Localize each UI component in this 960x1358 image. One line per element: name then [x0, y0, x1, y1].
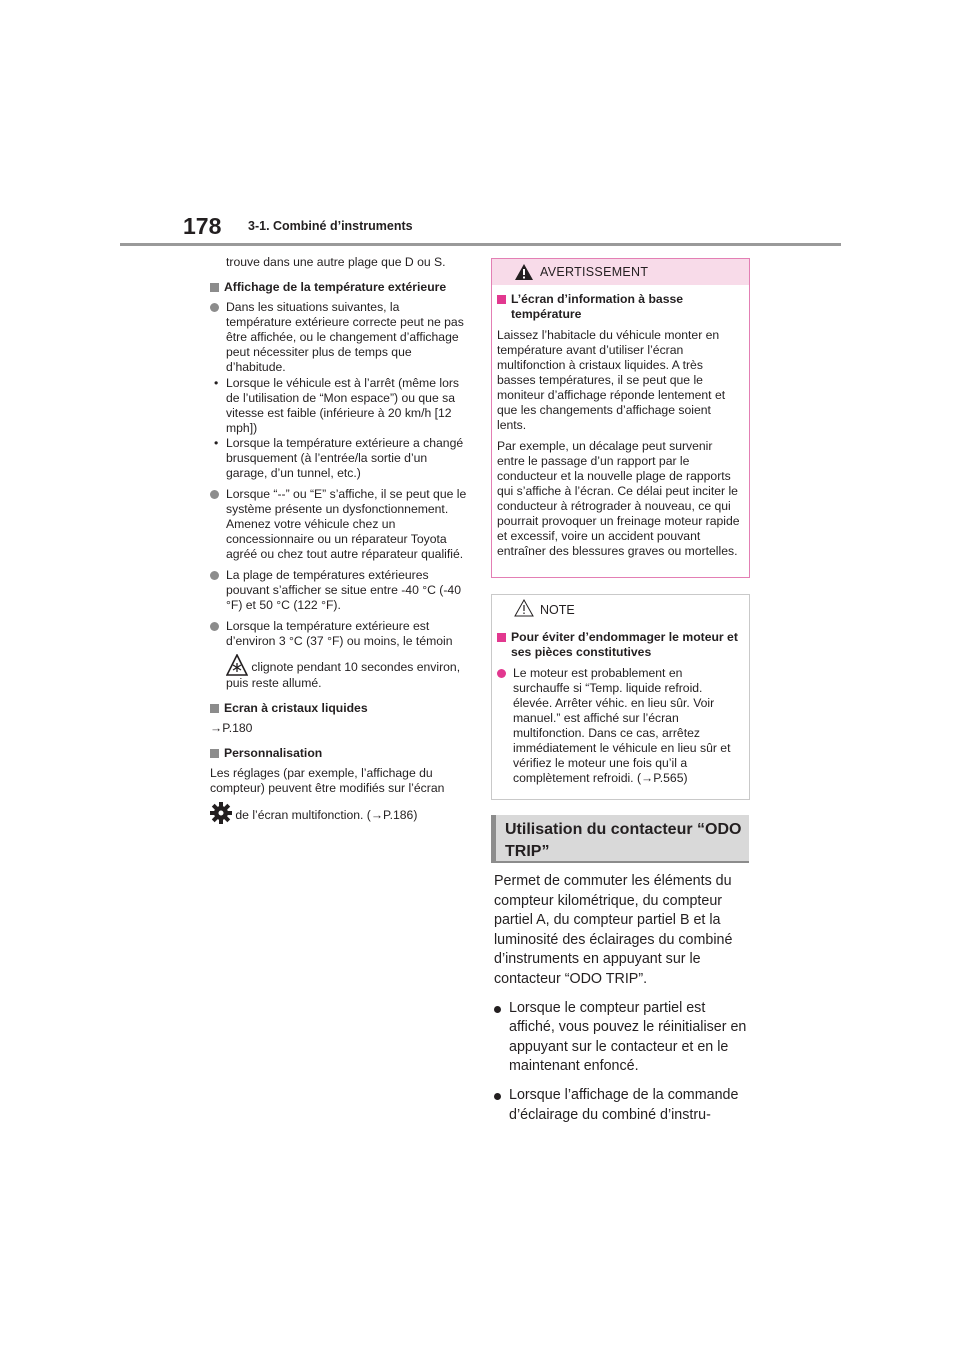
custom-text-2: de l’écran multifonction. (→P.186) [210, 802, 468, 824]
dot-bullet-icon [497, 669, 506, 678]
dot-bullet-icon [494, 1093, 501, 1100]
sub-item: • Lorsque le véhicule est à l’arrêt (même lors de l’utilisation de “Mon espace”) ou que sa vitesse est faible (inférieure à 20 km/h [12 mph]) [214, 376, 460, 435]
square-bullet-icon [497, 633, 506, 642]
list-item: Le moteur est probablement en surchauffe si “Temp. liquide refroid. élevée. Arrêter véhic. en lieu sûr. Voir manuel.” est affiché sur l’écran multifonction. Dans ce cas, arrêtez immédiatement le véhicule en lieu sûr et vérifiez le moteur une fois qu’il a complètement refroidi. (→P.565) [497, 666, 742, 786]
dot-bullet-icon [210, 571, 219, 580]
ice-warning-icon [226, 654, 248, 676]
custom-text: Les réglages (par exemple, l’affichage du compteur) peuvent être modifiés sur l’écran [210, 766, 445, 795]
warning-box [491, 258, 750, 578]
note-heading: Pour éviter d’endommager le moteur et ses pièces constitutives [497, 630, 742, 660]
custom-heading: Personnalisation [210, 746, 468, 761]
odo-heading-box [491, 815, 749, 863]
list-item: La plage de températures extérieures pouvant s’afficher se situe entre -40 °C (-40 °F) et 50 °C (122 °F). [210, 568, 468, 613]
dot-bullet-icon [210, 622, 219, 631]
gear-icon [210, 802, 232, 824]
lcd-ref[interactable]: →P.180 [210, 721, 253, 735]
left-column [210, 255, 468, 824]
warning-heading: L’écran d’information à basse température [497, 292, 742, 322]
note-label: NOTE [540, 603, 575, 617]
odo-heading: Utilisation du contacteur “ODO TRIP” [505, 821, 742, 860]
dot-bullet-icon [494, 1006, 501, 1013]
warning-paragraph: Par exemple, un décalage peut survenir entre le passage d’un rapport par le conducteur et la nouvelle plage de rapports qui s’affiche à l’écran. Ce délai peut inciter le conducteur à rétrograder à nouveau, ce qui pourrait provoquer un freinage moteur rapide et excessif, voire un accident pouvant entraîner des blessures graves ou mortelles. [497, 439, 740, 558]
header-rule [120, 243, 841, 246]
odo-intro: Permet de commuter les éléments du compteur kilométrique, du compteur partiel A, du compteur partiel B et la luminosité des éclairages du combiné d’instruments en appuyant sur le contacteur “ODO TRIP”. [494, 873, 733, 987]
warning-header [492, 259, 749, 285]
dot-bullet-icon [210, 303, 219, 312]
temp-heading: Affichage de la température extérieure [210, 280, 468, 295]
sub-item: • Lorsque la température extérieure a changé brusquement (à l’entrée/la sortie d’un garage, d’un tunnel, etc.) [214, 436, 464, 480]
odo-text [494, 872, 752, 1125]
square-bullet-icon [210, 749, 219, 758]
caution-triangle-icon [514, 599, 534, 617]
list-item: Lorsque l’affichage de la commande d’éclairage du combiné d’instru- [494, 1086, 752, 1125]
lcd-heading: Ecran à cristaux liquides [210, 701, 468, 716]
list-item: Lorsque “--” ou “E” s’affiche, il se peut que le système présente un dysfonctionnement. Amenez votre véhicule chez un concessionnaire ou un réparateur Toyota agréé ou chez tout autre réparateur qualifié. [210, 487, 468, 562]
warning-triangle-icon [514, 263, 534, 281]
square-bullet-icon [497, 295, 506, 304]
square-bullet-icon [210, 283, 219, 292]
list-item: Lorsque la température extérieure est d’environ 3 °C (37 °F) ou moins, le témoin clignote pendant 10 secondes environ, puis reste allumé. [210, 619, 468, 691]
warning-paragraph: Laissez l’habitacle du véhicule monter en température avant d’utiliser l’écran multifonction à cristaux liquides. A très basses températures, il se peut que le moniteur d’affichage réponde lentement et que les changements d’affichage soient lents. [497, 328, 726, 432]
dot-bullet-icon [210, 490, 219, 499]
section-title: 3-1. Combiné d’instruments [248, 219, 413, 233]
square-bullet-icon [210, 704, 219, 713]
intro-text: trouve dans une autre plage que D ou S. [226, 255, 446, 269]
list-item: Lorsque le compteur partiel est affiché, vous pouvez le réinitialiser en appuyant sur le contacteur et en le maintenant enfoncé. [494, 999, 752, 1077]
page-number: 178 [183, 213, 222, 239]
note-box [491, 594, 750, 800]
note-header [492, 595, 749, 623]
list-item: Dans les situations suivantes, la température extérieure correcte peut ne pas être affichée, ou le changement d’affichage peut nécessiter plus de temps que d’habitude. • Lorsque le véhicule est à l’arrêt (même lors de l’utilisation de “Mon espace”) ou que sa vitesse est faible (inférieure à 20 km/h [12 mph]) • Lorsque la température extérieure a changé brusquement (à l’entrée/la sortie d’un garage, d’un tunnel, etc.) [210, 300, 468, 481]
warning-label: AVERTISSEMENT [540, 265, 649, 279]
